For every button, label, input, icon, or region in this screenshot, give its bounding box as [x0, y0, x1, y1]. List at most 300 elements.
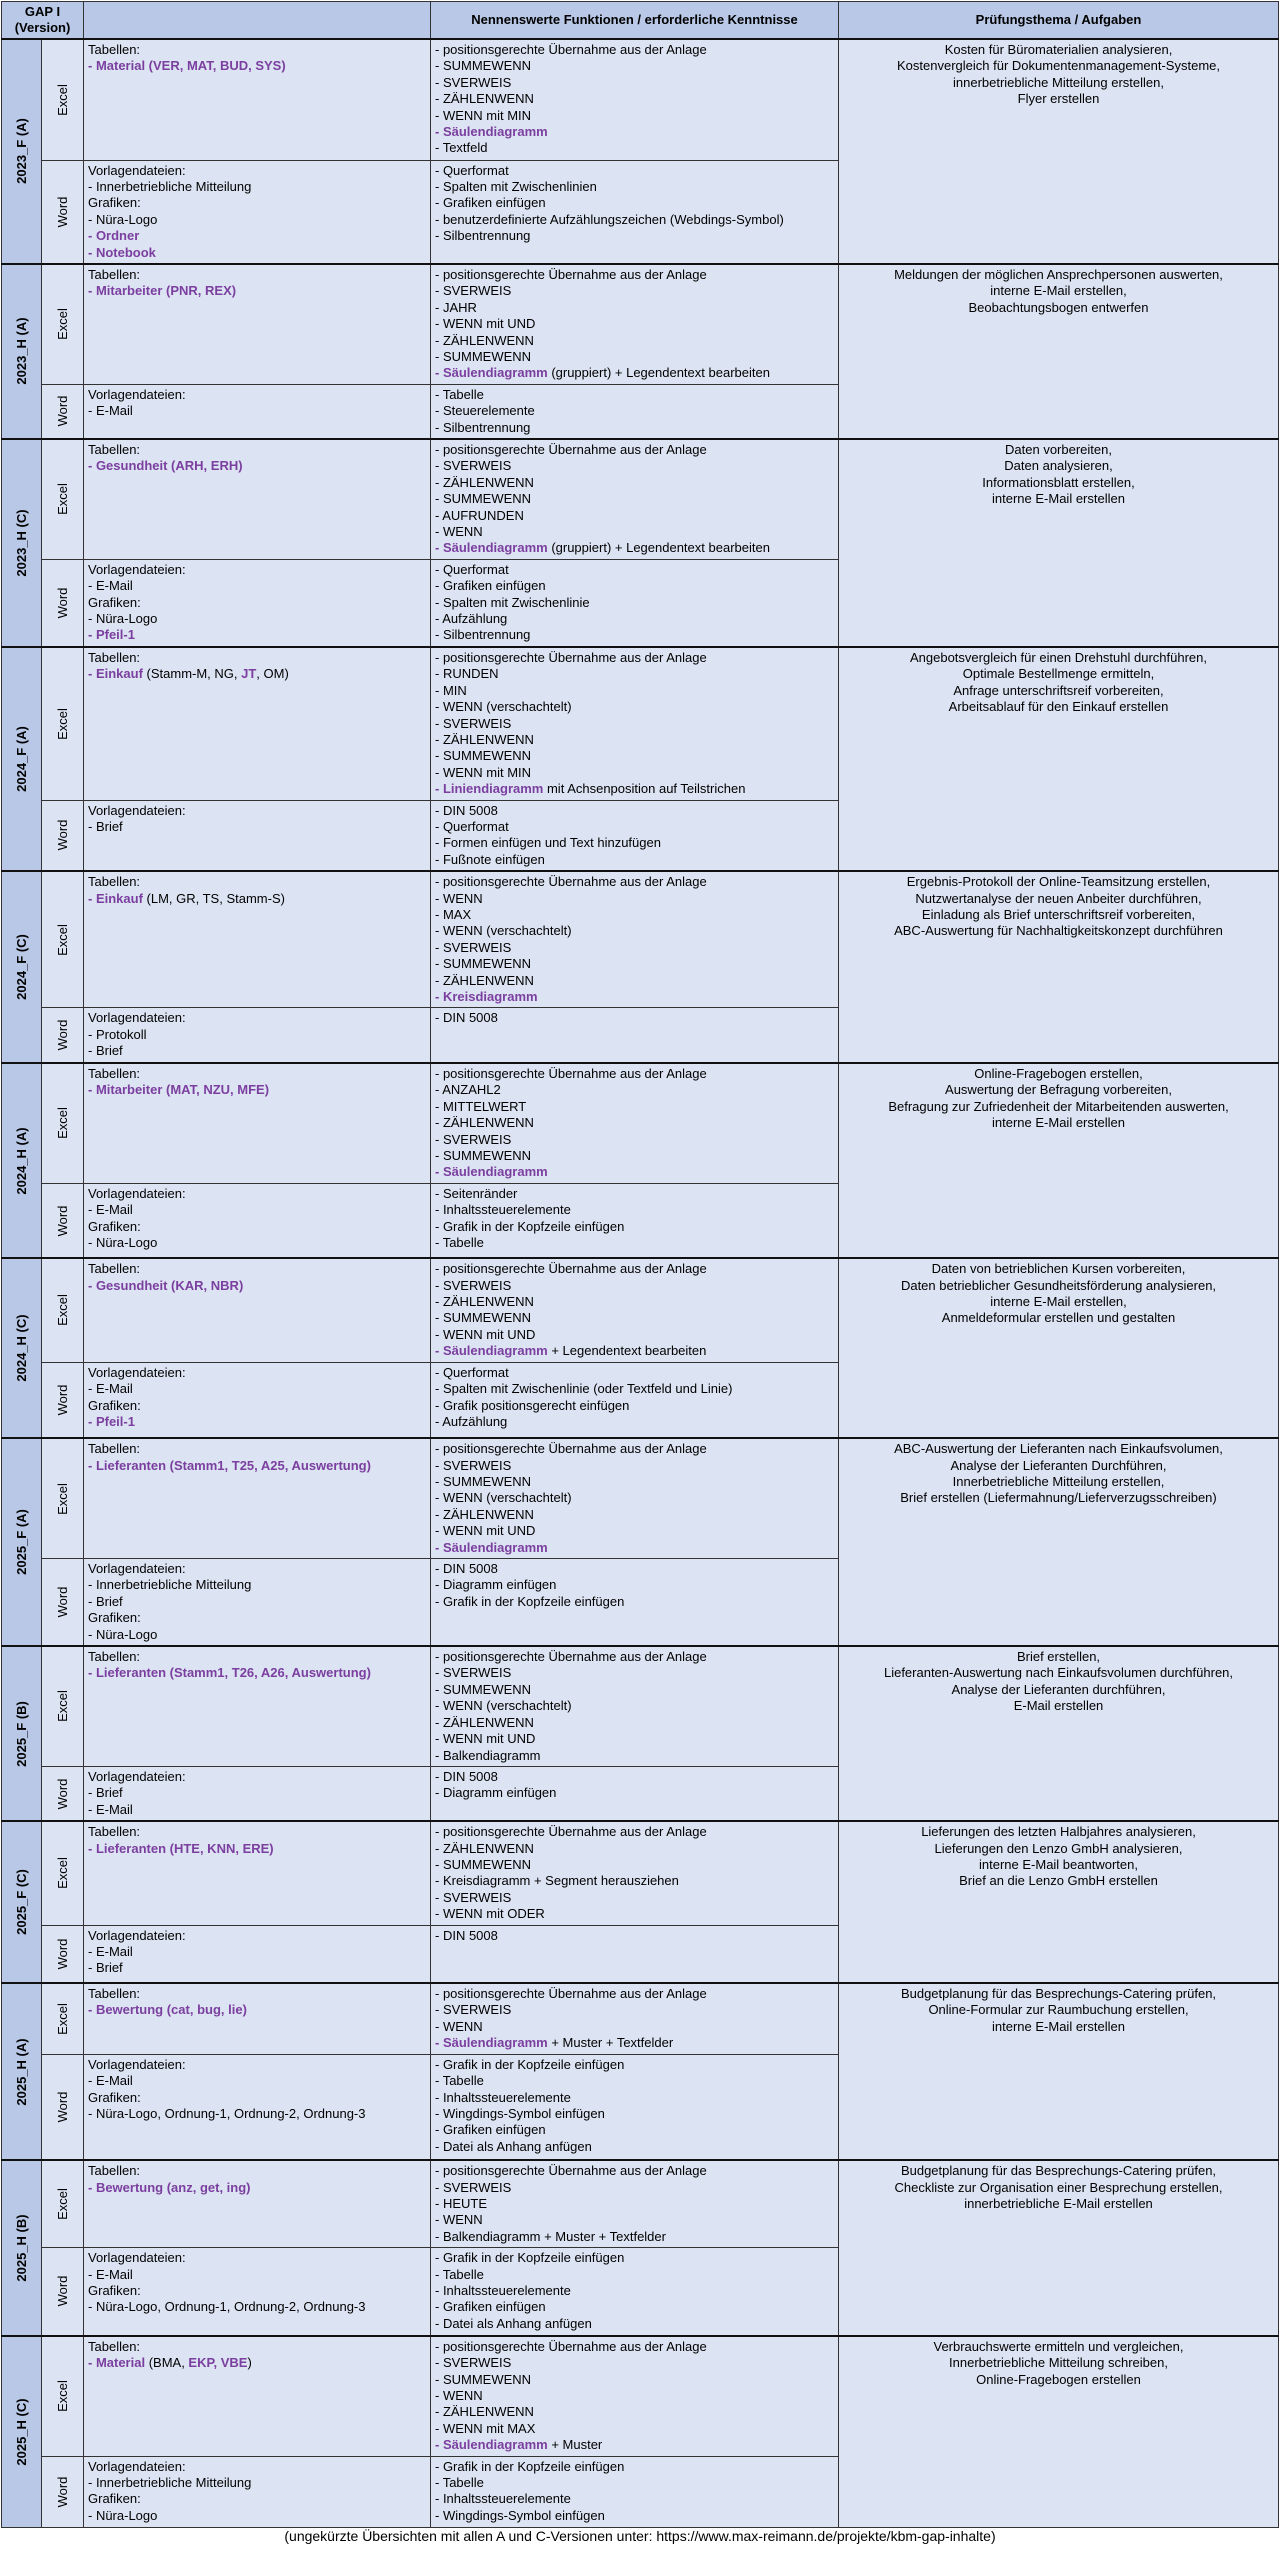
function-line: - WENN (verschachtelt) [435, 699, 572, 715]
functions-cell [431, 800, 839, 871]
header-version: GAP I (Version) [2, 2, 84, 40]
topic-line: Daten betrieblicher Gesundheitsförderung analysieren, [900, 1277, 1217, 1293]
function-line: - SUMMEWENN [435, 2371, 532, 2387]
function-line: - SUMMEWENN [435, 1474, 532, 1489]
file-line: Grafiken: [88, 1397, 141, 1413]
file-line: Grafiken: [88, 1610, 141, 1626]
function-line: - SUMMEWENN [435, 956, 532, 972]
footer-note: (ungekürzte Übersichten mit allen A und C-Versionen unter: https://www.max-reimann.de/projekte/kbm-gap-inhalte) [284, 2528, 996, 2544]
file-line: - E-Mail [88, 1381, 133, 1397]
files-cell [84, 384, 431, 439]
program-label: Word [54, 196, 70, 228]
file-line: - Material (VER, MAT, BUD, SYS) [88, 58, 286, 74]
functions-cell [431, 1362, 839, 1438]
topic-line: Daten vorbereiten, [1005, 442, 1112, 457]
file-line: - Brief [88, 1043, 123, 1059]
files-cell [84, 1766, 431, 1821]
program-cell-excel [42, 647, 84, 800]
table-row [2, 1438, 1279, 1558]
topic-line: Optimale Bestellmenge ermitteln, [962, 666, 1155, 682]
files-cell [84, 1438, 431, 1558]
file-line: Tabellen: [88, 649, 141, 665]
function-line: - SVERWEIS [435, 715, 512, 731]
function-line: - ZÄHLENWENN [435, 474, 534, 490]
function-line: - ZÄHLENWENN [435, 1115, 534, 1131]
function-line: - WENN [435, 2018, 483, 2034]
program-cell-excel [42, 439, 84, 559]
topic-line: Informationsblatt erstellen, [982, 474, 1135, 490]
function-line: - ZÄHLENWENN [435, 972, 534, 988]
program-label: Excel [54, 2002, 70, 2035]
program-cell-excel [42, 1438, 84, 1558]
function-line: - SVERWEIS [435, 2355, 512, 2371]
function-line: - SVERWEIS [435, 458, 512, 474]
topic-line: interne E-Mail erstellen, [990, 283, 1127, 299]
version-cell [2, 1438, 42, 1646]
functions-cell [431, 1766, 839, 1821]
function-line: - JAHR [435, 299, 477, 315]
file-line: Vorlagendateien: [88, 1768, 186, 1784]
topic-cell [839, 2160, 1279, 2336]
table-row [2, 647, 1279, 800]
file-line: Tabellen: [88, 42, 141, 57]
function-line: - AUFRUNDEN [435, 507, 524, 523]
table-row [2, 2336, 1279, 2456]
topic-line: ABC-Auswertung der Lieferanten nach Einkaufsvolumen, [894, 1441, 1223, 1457]
function-line: - Datei als Anhang anfügen [435, 2138, 592, 2154]
function-line: - positionsgerechte Übernahme aus der Anlage [435, 2338, 707, 2354]
program-label: Excel [54, 707, 70, 740]
topic-line: Lieferungen des letzten Halbjahres analysieren, [921, 1824, 1196, 1840]
program-label: Excel [54, 1857, 70, 1890]
program-label: Excel [54, 1294, 70, 1327]
file-line: Vorlagendateien: [88, 1364, 186, 1380]
program-cell-word [42, 2054, 84, 2160]
file-line: Grafiken: [88, 2089, 141, 2105]
file-line: Vorlagendateien: [88, 2458, 186, 2474]
function-line: - Silbentrennung [435, 228, 531, 244]
function-line: - SVERWEIS [435, 1277, 512, 1293]
version-label: 2025_F (C) [13, 1869, 29, 1935]
function-line: - WENN mit UND [435, 1326, 536, 1342]
function-line: - Formen einfügen und Text hinzufügen [435, 835, 661, 851]
table-body [2, 39, 1279, 2527]
file-line: - Gesundheit (ARH, ERH) [88, 458, 243, 474]
function-line: - Grafik in der Kopfzeile einfügen [435, 2250, 625, 2266]
function-line: - Tabelle [435, 2266, 484, 2282]
version-label: 2024_F (C) [13, 934, 29, 1000]
version-cell [2, 1646, 42, 1821]
topic-line: Ergebnis-Protokoll der Online-Teamsitzung erstellen, [906, 874, 1211, 890]
program-label: Excel [54, 1690, 70, 1723]
program-cell-excel [42, 1821, 84, 1925]
version-label: 2023_H (C) [13, 509, 29, 577]
file-line: Vorlagendateien: [88, 1561, 186, 1577]
file-line: - Ordner [88, 228, 140, 244]
function-line: - WENN [435, 2212, 483, 2228]
file-line: Tabellen: [88, 1649, 141, 1665]
file-line: - Pfeil-1 [88, 1413, 135, 1429]
function-line: - ZÄHLENWENN [435, 91, 534, 107]
file-line: Tabellen: [88, 1261, 141, 1277]
function-line: - SVERWEIS [435, 1889, 512, 1905]
file-line: - Gesundheit (KAR, NBR) [88, 1277, 244, 1293]
function-line: - Silbentrennung [435, 627, 531, 643]
file-line: - Brief [88, 818, 123, 834]
file-line: Vorlagendateien: [88, 162, 186, 178]
version-label: 2025_H (C) [13, 2398, 29, 2466]
function-line: - Querformat [435, 1364, 509, 1380]
file-line: Grafiken: [88, 195, 141, 211]
function-line: - SUMMEWENN [435, 748, 532, 764]
topic-cell [839, 1063, 1279, 1258]
program-cell-excel [42, 1063, 84, 1183]
topic-line: Daten von betrieblichen Kursen vorbereiten, [931, 1261, 1186, 1277]
function-line: - Fußnote einfügen [435, 851, 545, 867]
program-cell-word [42, 1183, 84, 1258]
file-line: Tabellen: [88, 442, 141, 457]
file-line: Tabellen: [88, 1065, 141, 1081]
topic-line: Kosten für Büromaterialien analysieren, [944, 42, 1173, 57]
files-cell [84, 2248, 431, 2336]
function-line: - RUNDEN [435, 666, 499, 682]
file-line: - Brief [88, 1785, 123, 1801]
functions-cell [431, 160, 839, 264]
function-line: - positionsgerechte Übernahme aus der Anlage [435, 1649, 707, 1665]
topic-line: Anmeldeformular erstellen und gestalten [941, 1310, 1176, 1326]
program-label: Word [54, 2091, 70, 2123]
function-line: - Säulendiagramm [435, 124, 548, 140]
topic-line: Online-Fragebogen erstellen, [974, 1065, 1143, 1081]
file-line: Vorlagendateien: [88, 1010, 186, 1026]
function-line: - SVERWEIS [435, 283, 512, 299]
program-cell-excel [42, 1646, 84, 1766]
file-line: - Nüra-Logo [88, 1234, 158, 1250]
table-row [2, 1821, 1279, 1925]
file-line: - Lieferanten (Stamm1, T26, A26, Auswertung) [88, 1665, 371, 1681]
function-line: - positionsgerechte Übernahme aus der Anlage [435, 1824, 707, 1840]
functions-cell [431, 1925, 839, 1983]
file-line: Vorlagendateien: [88, 1927, 186, 1943]
function-line: - WENN (verschachtelt) [435, 1698, 572, 1714]
functions-cell [431, 384, 839, 439]
version-cell [2, 264, 42, 439]
function-line: - Wingdings-Symbol einfügen [435, 2507, 605, 2523]
functions-cell [431, 1008, 839, 1063]
function-line: - SVERWEIS [435, 1665, 512, 1681]
file-line: - Nüra-Logo [88, 211, 158, 227]
program-label: Word [54, 395, 70, 427]
topic-line: interne E-Mail erstellen, [990, 1294, 1127, 1310]
function-line: - SVERWEIS [435, 74, 512, 90]
function-line: - Tabelle [435, 2073, 484, 2089]
file-line: Grafiken: [88, 1218, 141, 1234]
function-line: - WENN [435, 2387, 483, 2403]
function-line: - Aufzählung [435, 1413, 508, 1429]
files-cell [84, 2054, 431, 2160]
function-line: - Grafik in der Kopfzeile einfügen [435, 1593, 625, 1609]
file-line: Tabellen: [88, 1986, 141, 2002]
topic-cell [839, 871, 1279, 1063]
function-line: - Wingdings-Symbol einfügen [435, 2105, 605, 2121]
function-line: - DIN 5008 [435, 1010, 498, 1026]
program-label: Word [54, 587, 70, 619]
function-line: - positionsgerechte Übernahme aus der Anlage [435, 42, 707, 57]
file-line: - E-Mail [88, 1943, 133, 1959]
version-label: 2025_F (A) [13, 1509, 29, 1575]
files-cell [84, 2456, 431, 2527]
program-cell-word [42, 1925, 84, 1983]
topic-line: Kostenvergleich für Dokumentenmanagement-Systeme, [897, 58, 1220, 74]
file-line: - Pfeil-1 [88, 627, 135, 643]
gap-overview-table [1, 1, 1279, 2528]
function-line: - Grafik in der Kopfzeile einfügen [435, 1218, 625, 1234]
version-label: 2024_H (A) [13, 1126, 29, 1195]
function-line: - WENN mit UND [435, 1731, 536, 1747]
function-line: - Spalten mit Zwischenlinie (oder Textfeld und Linie) [435, 1381, 733, 1397]
file-line: Vorlagendateien: [88, 802, 186, 818]
functions-cell [431, 2336, 839, 2456]
version-cell [2, 439, 42, 647]
topic-line: Befragung zur Zufriedenheit der Mitarbeitenden auswerten, [888, 1098, 1229, 1114]
file-line: Grafiken: [88, 594, 141, 610]
program-label: Excel [54, 83, 70, 116]
function-line: - Säulendiagramm + Muster + Textfelder [435, 2035, 674, 2051]
files-cell [84, 1559, 431, 1647]
topic-line: Angebotsvergleich für einen Drehstuhl durchführen, [909, 649, 1207, 665]
table-row [2, 1063, 1279, 1183]
function-line: - positionsgerechte Übernahme aus der Anlage [435, 649, 707, 665]
topic-line: interne E-Mail erstellen [992, 2018, 1125, 2034]
function-line: - SVERWEIS [435, 1457, 512, 1473]
topic-cell [839, 1646, 1279, 1821]
function-line: - Inhaltssteuerelemente [435, 2089, 571, 2105]
files-cell [84, 1183, 431, 1258]
table-row [2, 2160, 1279, 2248]
program-label: Word [54, 1205, 70, 1236]
topic-cell [839, 2336, 1279, 2527]
functions-cell [431, 39, 839, 160]
functions-cell [431, 2456, 839, 2527]
version-label: 2023_F (A) [13, 118, 29, 185]
function-line: - Tabelle [435, 2474, 484, 2490]
function-line: - Textfeld [435, 140, 488, 156]
function-line: - ANZAHL2 [435, 1082, 501, 1098]
version-label: 2025_H (A) [13, 2038, 29, 2106]
version-cell [2, 1258, 42, 1438]
file-line: - Nüra-Logo, Ordnung-1, Ordnung-2, Ordnung-3 [88, 2105, 366, 2121]
functions-cell [431, 2160, 839, 2248]
program-label: Excel [54, 1482, 70, 1515]
function-line: - WENN mit ODER [435, 1906, 545, 1922]
function-line: - SVERWEIS [435, 2179, 512, 2195]
function-line: - positionsgerechte Übernahme aus der Anlage [435, 1261, 707, 1277]
topic-line: Brief erstellen (Liefermahnung/Lieferverzugsschreiben) [900, 1490, 1217, 1506]
function-line: - DIN 5008 [435, 1768, 498, 1784]
version-cell [2, 39, 42, 264]
program-cell-excel [42, 264, 84, 384]
function-line: - SVERWEIS [435, 1131, 512, 1147]
function-line: - Inhaltssteuerelemente [435, 2283, 571, 2299]
table-row [2, 439, 1279, 559]
files-cell [84, 439, 431, 559]
file-line: - Bewertung (cat, bug, lie) [88, 2002, 247, 2018]
function-line: - Aufzählung [435, 611, 508, 627]
file-line: Tabellen: [88, 874, 141, 890]
function-line: - Tabelle [435, 1234, 484, 1250]
topic-line: Innerbetriebliche Mitteilung erstellen, [952, 1474, 1165, 1489]
file-line: - Brief [88, 1960, 123, 1976]
files-cell [84, 264, 431, 384]
function-line: - positionsgerechte Übernahme aus der Anlage [435, 1441, 707, 1457]
file-line: Vorlagendateien: [88, 2056, 186, 2072]
topic-line: Checkliste zur Organisation einer Besprechung erstellen, [894, 2179, 1223, 2195]
functions-cell [431, 439, 839, 559]
file-line: - Innerbetriebliche Mitteilung [88, 1577, 252, 1593]
files-cell [84, 1646, 431, 1766]
function-line: - DIN 5008 [435, 802, 498, 818]
program-cell-excel [42, 871, 84, 1008]
function-line: - SUMMEWENN [435, 1147, 532, 1163]
functions-cell [431, 264, 839, 384]
file-line: - Mitarbeiter (MAT, NZU, MFE) [88, 1082, 270, 1098]
files-cell [84, 1362, 431, 1438]
function-line: - SUMMEWENN [435, 348, 532, 364]
function-line: - WENN mit UND [435, 316, 536, 332]
function-line: - WENN mit MAX [435, 2420, 536, 2436]
functions-cell [431, 1559, 839, 1647]
function-line: - Grafiken einfügen [435, 195, 546, 211]
file-line: - Protokoll [88, 1026, 147, 1042]
version-cell [2, 647, 42, 871]
program-label: Word [54, 2476, 70, 2507]
function-line: - Querformat [435, 818, 509, 834]
topic-line: Meldungen der möglichen Ansprechpersonen auswerten, [894, 266, 1223, 282]
function-line: - Säulendiagramm [435, 1539, 548, 1555]
topic-cell [839, 439, 1279, 647]
topic-line: Analyse der Lieferanten Durchführen, [950, 1457, 1167, 1473]
program-label: Excel [54, 2188, 70, 2221]
files-cell [84, 871, 431, 1008]
version-cell [2, 2336, 42, 2527]
function-line: - Balkendiagramm + Muster + Textfelder [435, 2228, 666, 2244]
file-line: - Einkauf (Stamm-M, NG, JT, OM) [88, 666, 289, 682]
function-line: - Grafik positionsgerecht einfügen [435, 1397, 630, 1413]
file-line: - E-Mail [88, 1801, 133, 1817]
function-line: - Silbentrennung [435, 419, 531, 435]
file-line: Tabellen: [88, 2338, 141, 2354]
version-label: 2024_H (C) [13, 1314, 29, 1382]
topic-line: Einladung als Brief unterschriftsreif vorbereiten, [921, 906, 1196, 922]
files-cell [84, 1008, 431, 1063]
function-line: - positionsgerechte Übernahme aus der Anlage [435, 874, 707, 890]
topic-line: Anfrage unterschriftsreif vorbereiten, [953, 682, 1164, 698]
function-line: - benutzerdefinierte Aufzählungszeichen (Webdings-Symbol) [435, 211, 784, 227]
topic-line: Flyer erstellen [1017, 91, 1100, 107]
function-line: - positionsgerechte Übernahme aus der Anlage [435, 1986, 707, 2002]
file-line: - Lieferanten (Stamm1, T25, A25, Auswertung) [88, 1457, 371, 1473]
function-line: - SUMMEWENN [435, 58, 532, 74]
program-cell-excel [42, 1983, 84, 2054]
program-cell-word [42, 2248, 84, 2336]
function-line: - Kreisdiagramm [435, 989, 538, 1004]
files-cell [84, 1821, 431, 1925]
program-label: Word [54, 2276, 70, 2307]
files-cell [84, 559, 431, 647]
function-line: - DIN 5008 [435, 1561, 498, 1577]
functions-cell [431, 1983, 839, 2054]
header-files [84, 2, 431, 40]
file-line: - E-Mail [88, 2073, 133, 2089]
file-line: Grafiken: [88, 2283, 141, 2299]
program-cell-word [42, 2456, 84, 2527]
program-label: Word [54, 1019, 70, 1051]
function-line: - Inhaltssteuerelemente [435, 1202, 571, 1218]
file-line: - E-Mail [88, 403, 133, 419]
topic-line: Lieferungen den Lenzo GmbH analysieren, [934, 1840, 1183, 1856]
topic-line: Verbrauchswerte ermitteln und vergleichen, [933, 2338, 1184, 2354]
function-line: - SUMMEWENN [435, 491, 532, 507]
topic-line: E-Mail erstellen [1013, 1698, 1104, 1714]
program-cell-word [42, 160, 84, 264]
program-cell-word [42, 384, 84, 439]
file-line: Grafiken: [88, 2491, 141, 2507]
functions-cell [431, 2248, 839, 2336]
function-line: - ZÄHLENWENN [435, 2404, 534, 2420]
function-line: - ZÄHLENWENN [435, 332, 534, 348]
topic-line: Brief an die Lenzo GmbH erstellen [959, 1873, 1158, 1889]
topic-line: interne E-Mail erstellen [992, 491, 1125, 507]
function-line: - WENN (verschachtelt) [435, 1490, 572, 1506]
files-cell [84, 647, 431, 800]
functions-cell [431, 871, 839, 1008]
function-line: - DIN 5008 [435, 1927, 498, 1943]
topic-line: Brief erstellen, [1016, 1649, 1101, 1665]
file-line: - Notebook [88, 244, 156, 260]
program-cell-word [42, 559, 84, 647]
function-line: - HEUTE [435, 2196, 487, 2211]
function-line: - WENN mit MIN [435, 107, 532, 123]
function-line: - Säulendiagramm (gruppiert) + Legendentext bearbeiten [435, 540, 770, 556]
topic-line: Auswertung der Befragung vorbereiten, [945, 1082, 1172, 1098]
program-cell-excel [42, 2160, 84, 2248]
file-line: Tabellen: [88, 1824, 141, 1840]
file-line: - Nüra-Logo [88, 2507, 158, 2523]
file-line: - Innerbetriebliche Mitteilung [88, 2474, 252, 2490]
function-line: - Säulendiagramm + Muster [435, 2437, 603, 2453]
topic-line: Arbeitsablauf für den Einkauf erstellen [948, 699, 1169, 715]
topic-line: Online-Formular zur Raumbuchung erstellen, [928, 2002, 1189, 2018]
topic-line: Budgetplanung für das Besprechungs-Catering prüfen, [900, 1986, 1217, 2002]
function-line: - ZÄHLENWENN [435, 731, 534, 747]
function-line: - positionsgerechte Übernahme aus der Anlage [435, 442, 707, 457]
files-cell [84, 1063, 431, 1183]
program-label: Excel [54, 1107, 70, 1140]
table-row [2, 39, 1279, 160]
topic-cell [839, 1258, 1279, 1438]
function-line: - Tabelle [435, 386, 484, 402]
function-line: - SUMMEWENN [435, 1681, 532, 1697]
table-row [2, 1646, 1279, 1766]
program-label: Word [54, 1938, 70, 1970]
file-line: - Material (BMA, EKP, VBE) [88, 2355, 252, 2371]
function-line: - SVERWEIS [435, 939, 512, 955]
topic-cell [839, 647, 1279, 871]
program-cell-word [42, 1559, 84, 1647]
program-label: Word [54, 1586, 70, 1618]
version-cell [2, 1821, 42, 1983]
function-line: - Grafiken einfügen [435, 578, 546, 594]
